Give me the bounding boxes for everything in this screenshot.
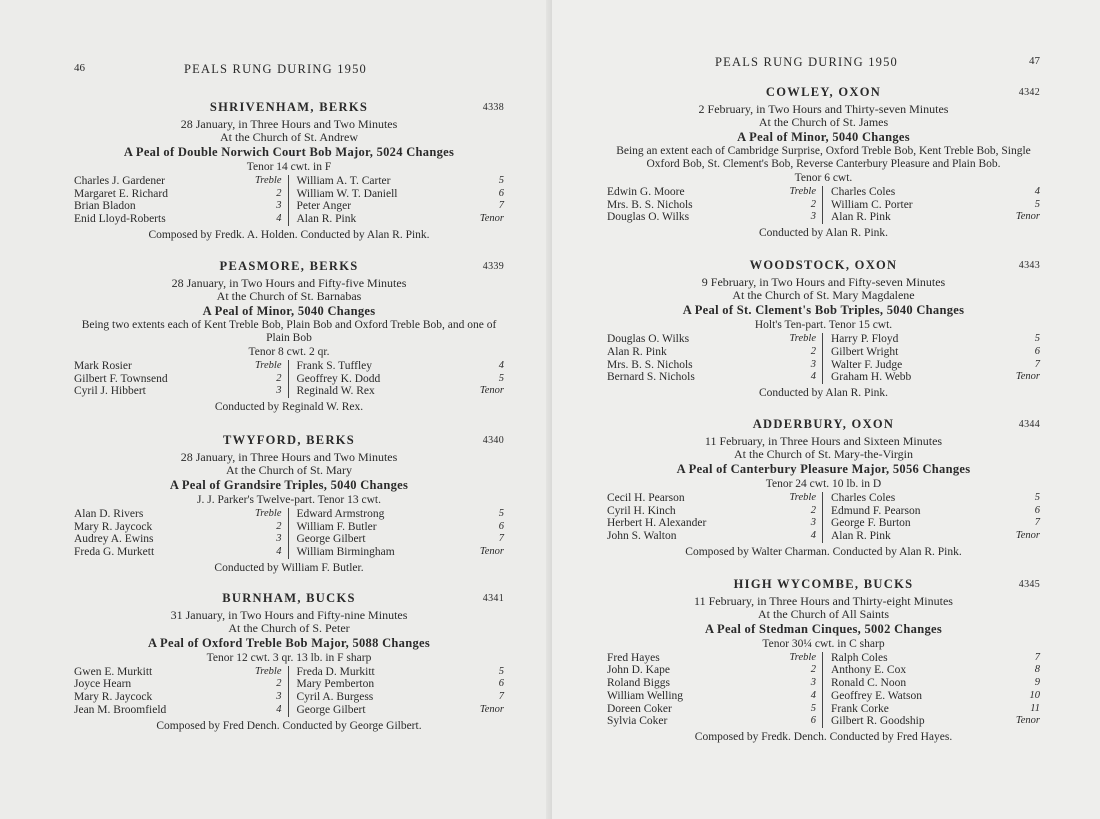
ringer-row (831, 690, 1040, 703)
band-column-left (607, 492, 823, 543)
ringer-name: William A. T. Carter (296, 175, 391, 187)
bell-number: 4 (810, 371, 816, 383)
ringer-name: Freda D. Murkitt (296, 665, 375, 678)
peal-number: 4338 (482, 102, 504, 113)
band-column-left (74, 360, 289, 398)
bell-number: 7 (1034, 651, 1040, 663)
bell-number: 4 (276, 703, 282, 715)
peal-record (74, 591, 504, 733)
bell-number: 5 (498, 507, 504, 519)
band-column-right (289, 175, 505, 226)
ringer-row (607, 359, 816, 372)
bell-number: 4 (810, 530, 816, 542)
bell-number: 4 (810, 689, 816, 701)
peal-date: 28 January, in Two Hours and Fifty-five Minutes (171, 275, 407, 290)
peal-record (607, 85, 1040, 240)
ringer-row (74, 200, 282, 213)
bell-number: 6 (498, 678, 504, 690)
ringer-name: Freda G. Murkett (74, 546, 155, 559)
ringer-name: Geoffrey E. Watson (831, 689, 922, 702)
ringer-name: Douglas O. Wilks (607, 211, 690, 224)
ringer-row (74, 546, 282, 559)
peal-list (607, 85, 1040, 744)
bell-number: 10 (1029, 689, 1040, 701)
peal-number: 4343 (1018, 260, 1040, 272)
ringer-row (607, 186, 816, 199)
peal-footer: Conducted by Alan R. Pink. (758, 386, 889, 399)
ringer-name: John S. Walton (607, 530, 677, 543)
bell-number: 3 (276, 533, 282, 545)
bell-number: 3 (810, 677, 816, 689)
ringer-row (74, 678, 282, 691)
ringer-row (74, 533, 282, 546)
ringer-name: Mary Pemberton (296, 678, 375, 691)
peal-footer: Conducted by Reginald W. Rex. (214, 400, 364, 413)
bell-number: Treble (255, 359, 282, 371)
ringer-name: Ronald C. Noon (831, 677, 907, 690)
bell-number: 7 (498, 691, 504, 703)
ringer-name: Bernard S. Nichols (607, 371, 695, 384)
ringer-row (297, 691, 505, 704)
ringer-row (297, 521, 505, 534)
bell-number: Treble (789, 651, 816, 663)
page-number: 46 (74, 62, 85, 74)
peal-tenor: Tenor 24 cwt. 10 lb. in D (765, 477, 882, 490)
bell-number: 8 (1034, 664, 1040, 676)
ringer-name: Walter F. Judge (831, 358, 903, 371)
peal-place: PEASMORE, BERKS (219, 258, 359, 273)
ringer-name: Doreen Coker (607, 702, 672, 715)
ringer-name: Edward Armstrong (296, 507, 385, 520)
ringer-name: Mrs. B. S. Nichols (607, 358, 693, 371)
ringer-row (297, 373, 505, 386)
bell-number: 3 (276, 385, 282, 397)
peal-tenor: Tenor 8 cwt. 2 qr. (248, 345, 330, 358)
page-heading: PEALS RUNG DURING 1950 (715, 55, 899, 69)
ringer-row (831, 359, 1040, 372)
ringer-name: Charles Coles (831, 491, 896, 504)
band-table (74, 360, 504, 398)
peal-date: 28 January, in Three Hours and Two Minutes (180, 449, 398, 464)
bell-number: 3 (810, 211, 816, 223)
bell-number: 6 (1034, 504, 1040, 516)
peal-record (607, 577, 1040, 744)
peal-footer: Composed by Fredk. Dench. Conducted by Fred Hayes. (694, 730, 953, 743)
ringer-row (831, 703, 1040, 716)
peal-description: Being an extent each of Cambridge Surprise, Oxford Treble Bob, Kent Treble Bob, Single Oxford Bob, St. Clement's Bob, Reverse Canterbury Pleasure and Plain Bob. (616, 145, 1031, 170)
ringer-row (831, 199, 1040, 212)
ringer-row (297, 175, 505, 188)
bell-number: 5 (1034, 198, 1040, 210)
peal-church: At the Church of St. James (758, 115, 889, 129)
ringer-row (831, 530, 1040, 543)
band-table (74, 666, 504, 717)
ringer-row (831, 652, 1040, 665)
bell-number: 6 (498, 520, 504, 532)
peal-footer: Composed by Fred Dench. Conducted by George Gilbert. (156, 719, 422, 732)
peal-church: At the Church of St. Mary-the-Virgin (733, 446, 914, 461)
ringer-name: George F. Burton (831, 517, 911, 530)
ringer-name: Gwen E. Murkitt (74, 665, 153, 678)
ringer-name: Gilbert Wright (831, 345, 899, 358)
ringer-row (607, 690, 816, 703)
ringer-row (74, 691, 282, 704)
ringer-row (607, 371, 816, 384)
bell-number: 5 (810, 702, 816, 714)
ringer-row (607, 333, 816, 346)
ringer-row (74, 666, 282, 679)
bell-number: 2 (810, 198, 816, 210)
peal-number: 4340 (482, 434, 504, 446)
ringer-row (831, 211, 1040, 224)
bell-number: Treble (255, 175, 282, 186)
peal-place: TWYFORD, BERKS (222, 432, 356, 447)
ringer-name: Alan R. Pink (607, 345, 667, 358)
ringer-row (607, 530, 816, 543)
peal-number: 4342 (1018, 87, 1040, 98)
bell-number: 4 (276, 213, 282, 225)
ringer-row (297, 678, 505, 691)
ringer-name: Edwin G. Moore (607, 186, 685, 198)
bell-number: 2 (810, 504, 816, 516)
peal-date: 2 February, in Two Hours and Thirty-seven Minutes (698, 102, 949, 116)
ringer-name: Mark Rosier (74, 359, 132, 372)
peal-tenor: Tenor 12 cwt. 3 qr. 13 lb. in F sharp (206, 651, 372, 664)
ringer-name: Reginald W. Rex (296, 385, 375, 398)
peal-method: A Peal of Canterbury Pleasure Major, 5056 Changes (676, 461, 971, 476)
ringer-name: William F. Butler (296, 520, 377, 533)
peal-church: At the Church of S. Peter (228, 620, 350, 635)
ringer-row (607, 346, 816, 359)
bell-number: Treble (789, 333, 816, 345)
ringer-row (297, 546, 505, 559)
ringer-name: George Gilbert (296, 703, 366, 716)
ringer-name: Ralph Coles (831, 651, 888, 664)
peal-tenor: Tenor 6 cwt. (794, 172, 853, 184)
bell-number: 2 (810, 345, 816, 357)
peal-list (74, 100, 504, 733)
ringer-row (607, 211, 816, 224)
running-head (607, 55, 1040, 73)
peal-record (74, 433, 504, 575)
ringer-name: Mary R. Jaycock (74, 520, 153, 533)
ringer-name: Fred Hayes (607, 651, 660, 664)
peal-method: A Peal of Double Norwich Court Bob Major, 5024 Changes (123, 145, 455, 159)
ringer-row (297, 200, 505, 213)
peal-number: 4344 (1018, 418, 1040, 430)
peal-church: At the Church of St. Mary (226, 462, 352, 477)
bell-number: Tenor (479, 385, 504, 397)
band-column-left (607, 333, 823, 384)
ringer-row (607, 715, 816, 728)
band-table (607, 186, 1040, 224)
ringer-row (831, 186, 1040, 199)
ringer-name: William C. Porter (831, 198, 913, 211)
bell-number: Tenor (1015, 530, 1040, 542)
bell-number: 2 (810, 664, 816, 676)
band-column-left (74, 666, 289, 717)
peal-church: At the Church of St. Andrew (220, 130, 358, 144)
bell-number: Treble (255, 665, 282, 677)
ringer-row (74, 360, 282, 373)
band-column-left (607, 652, 823, 728)
running-head (74, 62, 504, 80)
ringer-row (607, 199, 816, 212)
band-column-right (823, 186, 1040, 224)
ringer-name: Cyril H. Kinch (607, 504, 676, 517)
peal-number: 4345 (1018, 578, 1040, 590)
peal-church: At the Church of St. Mary Magdalene (732, 288, 915, 303)
ringer-name: Gilbert F. Townsend (74, 372, 168, 385)
peal-date: 11 February, in Three Hours and Sixteen Minutes (704, 433, 943, 448)
ringer-row (607, 677, 816, 690)
bell-number: Tenor (479, 213, 504, 225)
peal-tenor: Tenor 30¼ cwt. in C sharp (762, 637, 885, 650)
band-table (607, 492, 1040, 543)
page-heading: PEALS RUNG DURING 1950 (184, 62, 368, 76)
bell-number: 3 (276, 691, 282, 703)
ringer-name: Brian Bladon (74, 200, 136, 213)
peal-date: 31 January, in Two Hours and Fifty-nine Minutes (170, 607, 408, 622)
ringer-name: Mary R. Jaycock (74, 691, 153, 704)
peal-record (74, 100, 504, 242)
peal-number: 4339 (482, 260, 504, 272)
band-table (74, 175, 504, 226)
bell-number: Treble (789, 491, 816, 503)
peal-footer: Composed by Walter Charman. Conducted by Alan R. Pink. (685, 545, 962, 558)
peal-method: A Peal of Stedman Cinques, 5002 Changes (704, 621, 943, 636)
ringer-name: Margaret E. Richard (74, 187, 168, 200)
ringer-name: Douglas O. Wilks (607, 333, 690, 346)
band-table (74, 508, 504, 559)
ringer-row (297, 666, 505, 679)
bell-number: Tenor (1015, 211, 1040, 223)
bell-number: 4 (498, 359, 504, 371)
ringer-name: Charles J. Gardener (74, 175, 166, 187)
peal-place: WOODSTOCK, OXON (749, 258, 898, 273)
peal-place: BURNHAM, BUCKS (222, 590, 356, 605)
band-column-right (823, 492, 1040, 543)
band-column-right (823, 333, 1040, 384)
peal-method: A Peal of Minor, 5040 Changes (737, 130, 910, 144)
bell-number: 9 (1034, 677, 1040, 689)
bell-number: 3 (810, 358, 816, 370)
bell-number: 7 (498, 533, 504, 545)
ringer-row (831, 517, 1040, 530)
bell-number: 5 (1034, 491, 1040, 503)
band-column-left (74, 508, 289, 559)
peal-date: 9 February, in Two Hours and Fifty-seven Minutes (701, 275, 946, 290)
peal-method: A Peal of St. Clement's Bob Triples, 5040 Changes (682, 303, 965, 318)
peal-place: HIGH WYCOMBE, BUCKS (733, 576, 914, 591)
ringer-row (831, 715, 1040, 728)
bell-number: 4 (1034, 186, 1040, 197)
band-column-right (289, 508, 505, 559)
ringer-row (74, 704, 282, 717)
peal-description: Being two extents each of Kent Treble Bob, Plain Bob and Oxford Treble Bob, and one of Plain Bob (81, 318, 497, 344)
ringer-name: Joyce Hearn (74, 678, 132, 691)
peal-footer: Conducted by Alan R. Pink. (758, 227, 889, 240)
bell-number: 2 (276, 187, 282, 199)
bell-number: Tenor (1015, 715, 1040, 727)
peal-place: SHRIVENHAM, BERKS (209, 100, 369, 114)
peal-record (74, 259, 504, 414)
bell-number: Tenor (479, 546, 504, 558)
bell-number: 5 (1034, 333, 1040, 345)
peal-church: At the Church of St. Barnabas (216, 288, 362, 303)
page-number: 47 (1029, 55, 1040, 67)
peal-method: A Peal of Oxford Treble Bob Major, 5088 Changes (147, 635, 431, 650)
ringer-row (74, 521, 282, 534)
ringer-row (74, 175, 282, 188)
ringer-name: Audrey A. Ewins (74, 533, 154, 546)
bell-number: 11 (1030, 702, 1040, 714)
bell-number: Treble (255, 507, 282, 519)
ringer-row (831, 677, 1040, 690)
bell-number: 2 (276, 520, 282, 532)
bell-number: Tenor (1015, 371, 1040, 383)
ringer-row (831, 492, 1040, 505)
ringer-name: Charles Coles (831, 186, 896, 198)
band-column-right (289, 666, 505, 717)
ringer-name: Edmund F. Pearson (831, 504, 921, 517)
ringer-name: Alan R. Pink (831, 211, 891, 224)
ringer-row (297, 533, 505, 546)
ringer-row (74, 188, 282, 201)
peal-record (607, 258, 1040, 400)
bell-number: 5 (498, 175, 504, 186)
band-table (607, 652, 1040, 728)
ringer-name: Harry P. Floyd (831, 333, 899, 346)
ringer-name: Mrs. B. S. Nichols (607, 198, 693, 211)
ringer-name: Roland Biggs (607, 677, 670, 690)
ringer-row (831, 346, 1040, 359)
ringer-row (297, 360, 505, 373)
bell-number: 3 (276, 200, 282, 212)
ringer-name: Cyril J. Hibbert (74, 385, 146, 398)
ringer-name: Herbert H. Alexander (607, 517, 707, 530)
peal-date: 28 January, in Three Hours and Two Minutes (180, 117, 398, 131)
band-table (607, 333, 1040, 384)
ringer-row (297, 385, 505, 398)
ringer-name: George Gilbert (296, 533, 366, 546)
ringer-name: Cyril A. Burgess (296, 691, 374, 704)
band-column-left (607, 186, 823, 224)
peal-place: ADDERBURY, OXON (752, 416, 895, 431)
ringer-name: Alan R. Pink (296, 213, 357, 226)
peal-footer: Composed by Fredk. A. Holden. Conducted by Alan R. Pink. (148, 228, 430, 241)
ringer-row (297, 188, 505, 201)
ringer-row (607, 703, 816, 716)
ringer-row (297, 213, 505, 226)
right-page (552, 0, 1100, 819)
ringer-name: William Birmingham (296, 546, 395, 559)
ringer-row (297, 508, 505, 521)
ringer-row (607, 505, 816, 518)
bell-number: 2 (276, 372, 282, 384)
ringer-name: Graham H. Webb (831, 371, 912, 384)
ringer-name: Alan D. Rivers (74, 507, 144, 520)
ringer-row (74, 508, 282, 521)
ringer-name: William Welling (607, 689, 684, 702)
ringer-row (297, 704, 505, 717)
bell-number: 5 (498, 372, 504, 384)
band-column-right (823, 652, 1040, 728)
ringer-name: Alan R. Pink (831, 530, 891, 543)
ringer-row (831, 371, 1040, 384)
ringer-name: Peter Anger (296, 200, 352, 213)
ringer-row (74, 385, 282, 398)
ringer-name: Sylvia Coker (607, 715, 668, 728)
ringer-name: Cecil H. Pearson (607, 491, 685, 504)
peal-method: A Peal of Minor, 5040 Changes (202, 303, 376, 318)
peal-footer: Conducted by William F. Butler. (214, 561, 364, 574)
ringer-row (74, 373, 282, 386)
peal-church: At the Church of All Saints (758, 606, 889, 621)
ringer-name: Anthony E. Cox (831, 664, 907, 677)
ringer-name: Frank Corke (831, 702, 889, 715)
ringer-name: Gilbert R. Goodship (831, 715, 925, 728)
peal-record (607, 417, 1040, 559)
band-column-left (74, 175, 289, 226)
bell-number: Treble (789, 186, 816, 197)
ringer-row (831, 664, 1040, 677)
ringer-name: William W. T. Daniell (296, 187, 398, 200)
peal-tenor: J. J. Parker's Twelve-part. Tenor 13 cwt. (197, 493, 381, 506)
ringer-row (831, 333, 1040, 346)
peal-place: COWLEY, OXON (765, 85, 882, 99)
ringer-name: Frank S. Tuffley (296, 359, 373, 372)
bell-number: 3 (810, 517, 816, 529)
ringer-name: John D. Kape (607, 664, 670, 677)
bell-number: 5 (498, 665, 504, 677)
bell-number: 2 (276, 678, 282, 690)
bell-number: 4 (276, 546, 282, 558)
ringer-name: Geoffrey K. Dodd (296, 372, 381, 385)
peal-number: 4341 (482, 592, 504, 604)
bell-number: 7 (498, 200, 504, 212)
ringer-name: Jean M. Broomfield (74, 703, 167, 716)
bell-number: Tenor (479, 703, 504, 715)
band-column-right (289, 360, 505, 398)
bell-number: 6 (498, 187, 504, 199)
ringer-row (607, 652, 816, 665)
ringer-row (607, 517, 816, 530)
ringer-row (607, 492, 816, 505)
bell-number: 7 (1034, 517, 1040, 529)
ringer-row (74, 213, 282, 226)
ringer-row (607, 664, 816, 677)
ringer-name: Enid Lloyd-Roberts (74, 213, 166, 226)
peal-tenor: Holt's Ten-part. Tenor 15 cwt. (754, 319, 893, 332)
bell-number: 6 (810, 715, 816, 727)
bell-number: 6 (1034, 345, 1040, 357)
bell-number: 7 (1034, 358, 1040, 370)
peal-date: 11 February, in Three Hours and Thirty-eight Minutes (694, 593, 953, 608)
peal-tenor: Tenor 14 cwt. in F (246, 161, 332, 173)
ringer-row (831, 505, 1040, 518)
peal-method: A Peal of Grandsire Triples, 5040 Changes (169, 477, 409, 492)
